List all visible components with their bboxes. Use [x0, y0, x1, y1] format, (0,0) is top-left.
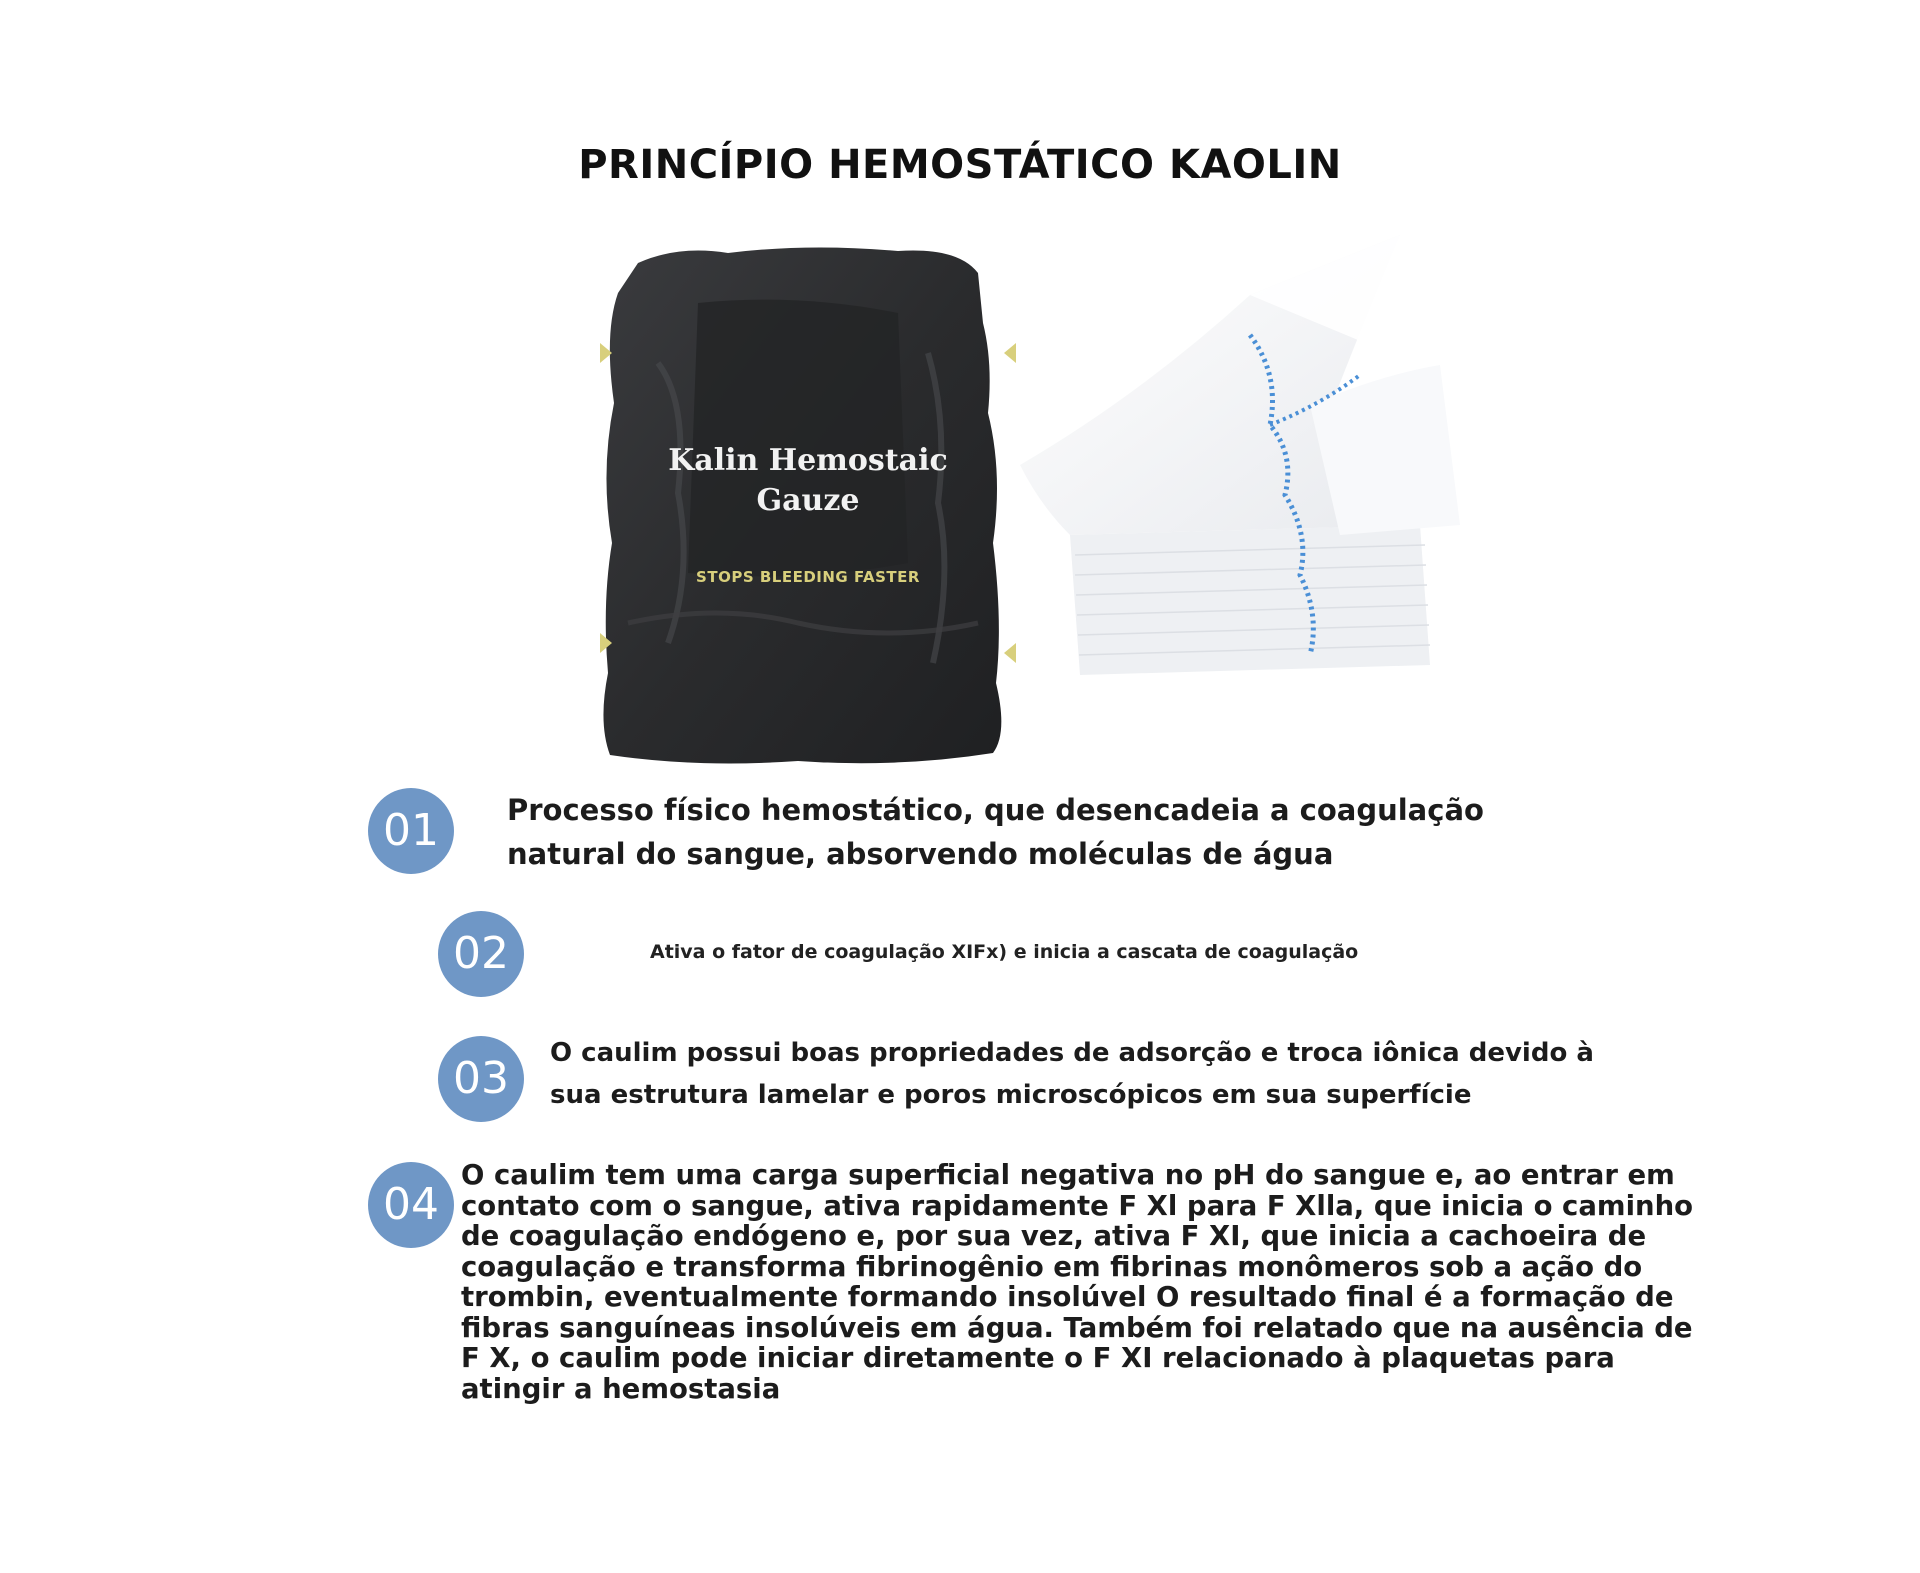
step-badge-01: 01 [368, 788, 454, 874]
step-text-04: O caulim tem uma carga superficial negativa no pH do sangue e, ao entrar em contato com o sangue, ativa rapidamente F Xl para F Xlla, que inicia o caminho de coagulação endógeno e, por sua vez, ativa F XI, que inicia a cachoeira de coagulação e transforma fibrinogênio em fibrinas monômeros sob a ação do trombin, eventualmente formando insolúvel O resultado final é a formação de fibras sanguíneas insolúveis em água. Também foi relatado que na ausência de F X, o caulim pode iniciar diretamente o F XI relacionado à plaquetas para atingir a hemostasia [461, 1159, 1694, 1405]
pouch-label-line2: Gauze [756, 483, 860, 518]
step-text-02: Ativa o fator de coagulação XIFx) e inicia a cascata de coagulação [650, 941, 1359, 963]
step-badge-04: 04 [368, 1162, 454, 1248]
step-text-03: O caulim possui boas propriedades de adsorção e troca iônica devido à sua estrutura lamelar e poros microscópicos em sua superfície [550, 1038, 1594, 1110]
kaolin-gauze-pouch-image [598, 243, 1018, 768]
page-title: PRINCÍPIO HEMOSTÁTICO KAOLIN [578, 142, 1342, 188]
step-badge-02: 02 [438, 911, 524, 997]
step-text-01: Processo físico hemostático, que desencadeia a coagulação natural do sangue, absorvendo moléculas de água [507, 793, 1484, 871]
pouch-label-line1: Kalin Hemostaic [668, 443, 948, 478]
pouch-slogan: STOPS BLEEDING FASTER [696, 568, 920, 586]
step-badge-03: 03 [438, 1036, 524, 1122]
gauze-pads-image [1020, 235, 1490, 685]
